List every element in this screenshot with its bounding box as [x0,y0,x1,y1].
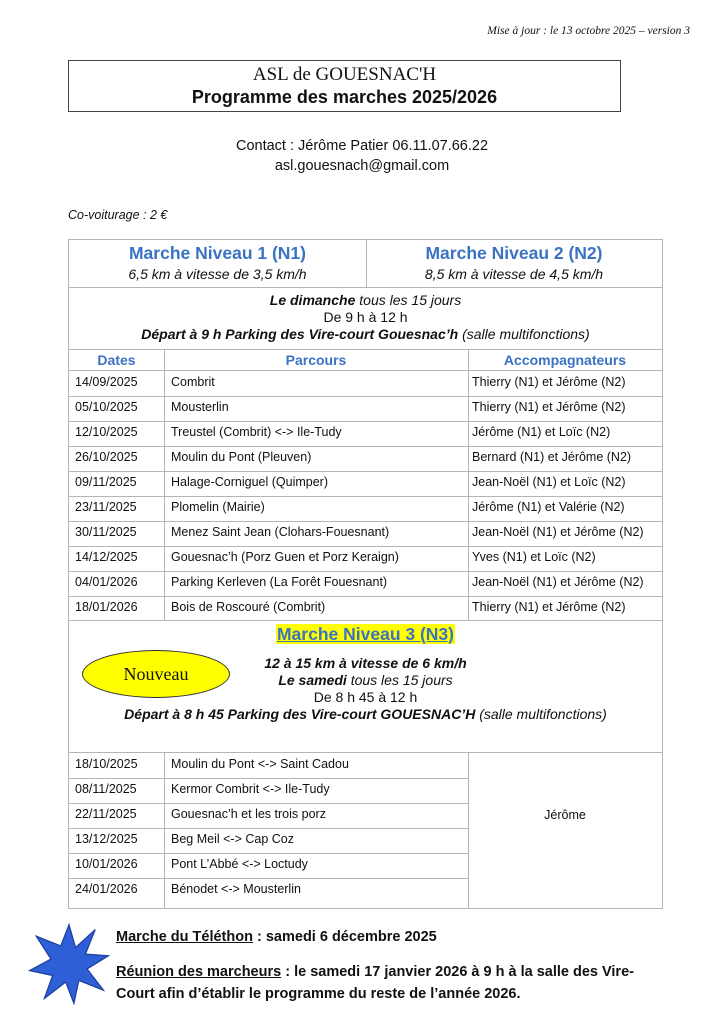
row-divider [69,546,662,547]
telethon-note [116,926,437,948]
row-date: 09/11/2025 [75,475,137,489]
level-n2-header [366,243,662,282]
nouveau-badge [82,650,230,698]
n3-row-divider [69,878,468,879]
row-parcours: Moulin du Pont (Pleuven) [171,450,312,464]
org-title: ASL de GOUESNAC'H [252,64,437,85]
row-parcours: Gouesnac’h (Porz Guen et Porz Keraign) [171,550,399,564]
n3-row-parcours: Kermor Combrit <-> Ile-Tudy [171,782,330,796]
n3-row-date: 08/11/2025 [75,782,137,796]
row-date: 05/10/2025 [75,400,138,414]
schedule-hours: De 9 h à 12 h [323,309,408,325]
row-parcours: Combrit [171,375,215,389]
row-parcours: Halage-Corniguel (Quimper) [171,475,329,489]
title-box [68,60,621,112]
row-accompagnateurs: Jean-Noël (N1) et Loïc (N2) [472,475,626,489]
row-parcours: Bois de Roscouré (Combrit) [171,600,326,614]
row-parcours: Mousterlin [171,400,229,414]
col-header-accompagnateurs: Accompagnateurs [503,352,627,368]
row-date: 14/12/2025 [75,550,138,564]
programme-table [68,239,663,909]
row-date: 18/01/2026 [75,600,138,614]
row-accompagnateurs: Jean-Noël (N1) et Jérôme (N2) [472,575,644,589]
n3-row-date: 13/12/2025 [75,832,138,846]
row-date: 04/01/2026 [75,575,138,589]
row-divider [69,471,662,472]
programme-title: Programme des marches 2025/2026 [191,87,498,107]
n3-row-divider [69,778,468,779]
level-n2-sub: 8,5 km à vitesse de 4,5 km/h [424,266,604,282]
row-date: 30/11/2025 [75,525,137,539]
telethon-label: Marche du Téléthon [116,929,253,945]
n3-row-date: 22/11/2025 [75,807,137,821]
row-divider [69,421,662,422]
row-divider [69,396,662,397]
row-divider [69,521,662,522]
n3-depart: Départ à 8 h 45 Parking des Vire-court GOUESNAC’H [124,706,476,722]
contact-line: Contact : Jérôme Patier 06.11.07.66.22 [235,138,489,154]
n3-hours: De 8 h 45 à 12 h [313,689,418,705]
schedule-day-rest: tous les 15 jours [355,292,462,308]
reunion-note [116,961,634,1005]
schedule-depart-rest: (salle multifonctions) [458,326,590,342]
n3-row-parcours: Pont L’Abbé <-> Loctudy [171,857,308,871]
row-date: 14/09/2025 [75,375,138,389]
row-parcours: Plomelin (Mairie) [171,500,265,514]
update-note: Mise à jour : le 13 octobre 2025 – version 3 [487,25,690,37]
contact-block [0,136,724,176]
row-date: 26/10/2025 [75,450,138,464]
level-n2-title: Marche Niveau 2 (N2) [425,243,603,263]
level-n1-sub: 6,5 km à vitesse de 3,5 km/h [128,266,307,282]
level-n1-title: Marche Niveau 1 (N1) [128,243,306,263]
row-accompagnateurs: Thierry (N1) et Jérôme (N2) [472,600,626,614]
n3-sub: 12 à 15 km à vitesse de 6 km/h [264,655,467,671]
telethon-date: : samedi 6 décembre 2025 [252,929,437,945]
n3-row-parcours: Beg Meil <-> Cap Coz [171,832,294,846]
row-parcours: Treustel (Combrit) <-> Ile-Tudy [171,425,342,439]
row-divider [69,446,662,447]
row-divider [69,496,662,497]
n3-row-divider [69,853,468,854]
n3-row-divider [69,803,468,804]
n3-row-date: 18/10/2025 [75,757,138,771]
n3-depart-rest: (salle multifonctions) [475,706,607,722]
row-accompagnateurs: Jérôme (N1) et Loïc (N2) [472,425,611,439]
col-header-parcours: Parcours [285,352,347,368]
n3-row-parcours: Moulin du Pont <-> Saint Cadou [171,757,349,771]
covoiturage-note: Co-voiturage : 2 € [68,208,168,222]
n3-row-date: 24/01/2026 [75,882,138,896]
n3-row-divider [69,828,468,829]
n3-row-date: 10/01/2026 [75,857,138,871]
nouveau-label: Nouveau [123,663,189,684]
row-divider [69,571,662,572]
row-date: 12/10/2025 [75,425,138,439]
row-accompagnateurs: Jean-Noël (N1) et Jérôme (N2) [472,525,644,539]
row-accompagnateurs: Jérôme (N1) et Valérie (N2) [472,500,625,514]
n3-day-rest: tous les 15 jours [346,672,453,688]
contact-email: asl.gouesnach@gmail.com [274,158,450,174]
row-parcours: Parking Kerleven (La Forêt Fouesnant) [171,575,388,589]
reunion-label: Réunion des marcheurs [116,964,282,980]
schedule-depart: Départ à 9 h Parking des Vire-court Gouesnac’h [141,326,459,342]
row-date: 23/11/2025 [75,500,137,514]
n3-day: Le samedi [278,672,347,688]
row-accompagnateurs: Thierry (N1) et Jérôme (N2) [472,375,626,389]
n3-header [69,624,662,645]
reunion-text-1: : le samedi 17 janvier 2026 à 9 h à la salle des Vire- [281,964,634,980]
blue-starburst-icon [28,923,110,1005]
level-n1-header [69,243,366,282]
schedule-n12 [69,292,662,343]
row-accompagnateurs: Bernard (N1) et Jérôme (N2) [472,450,632,464]
n3-accompagnateur: Jérôme [544,808,586,822]
schedule-day: Le dimanche [269,292,356,308]
row-accompagnateurs: Thierry (N1) et Jérôme (N2) [472,400,626,414]
n3-row-parcours: Bénodet <-> Mousterlin [171,882,301,896]
row-accompagnateurs: Yves (N1) et Loïc (N2) [472,550,596,564]
row-divider [69,596,662,597]
n3-row-parcours: Gouesnac’h et les trois porz [171,807,326,821]
n3-title: Marche Niveau 3 (N3) [276,624,454,644]
reunion-text-2: Court afin d’établir le programme du reste de l’année 2026. [116,986,521,1002]
row-parcours: Menez Saint Jean (Clohars-Fouesnant) [171,525,390,539]
col-header-dates: Dates [97,352,136,368]
